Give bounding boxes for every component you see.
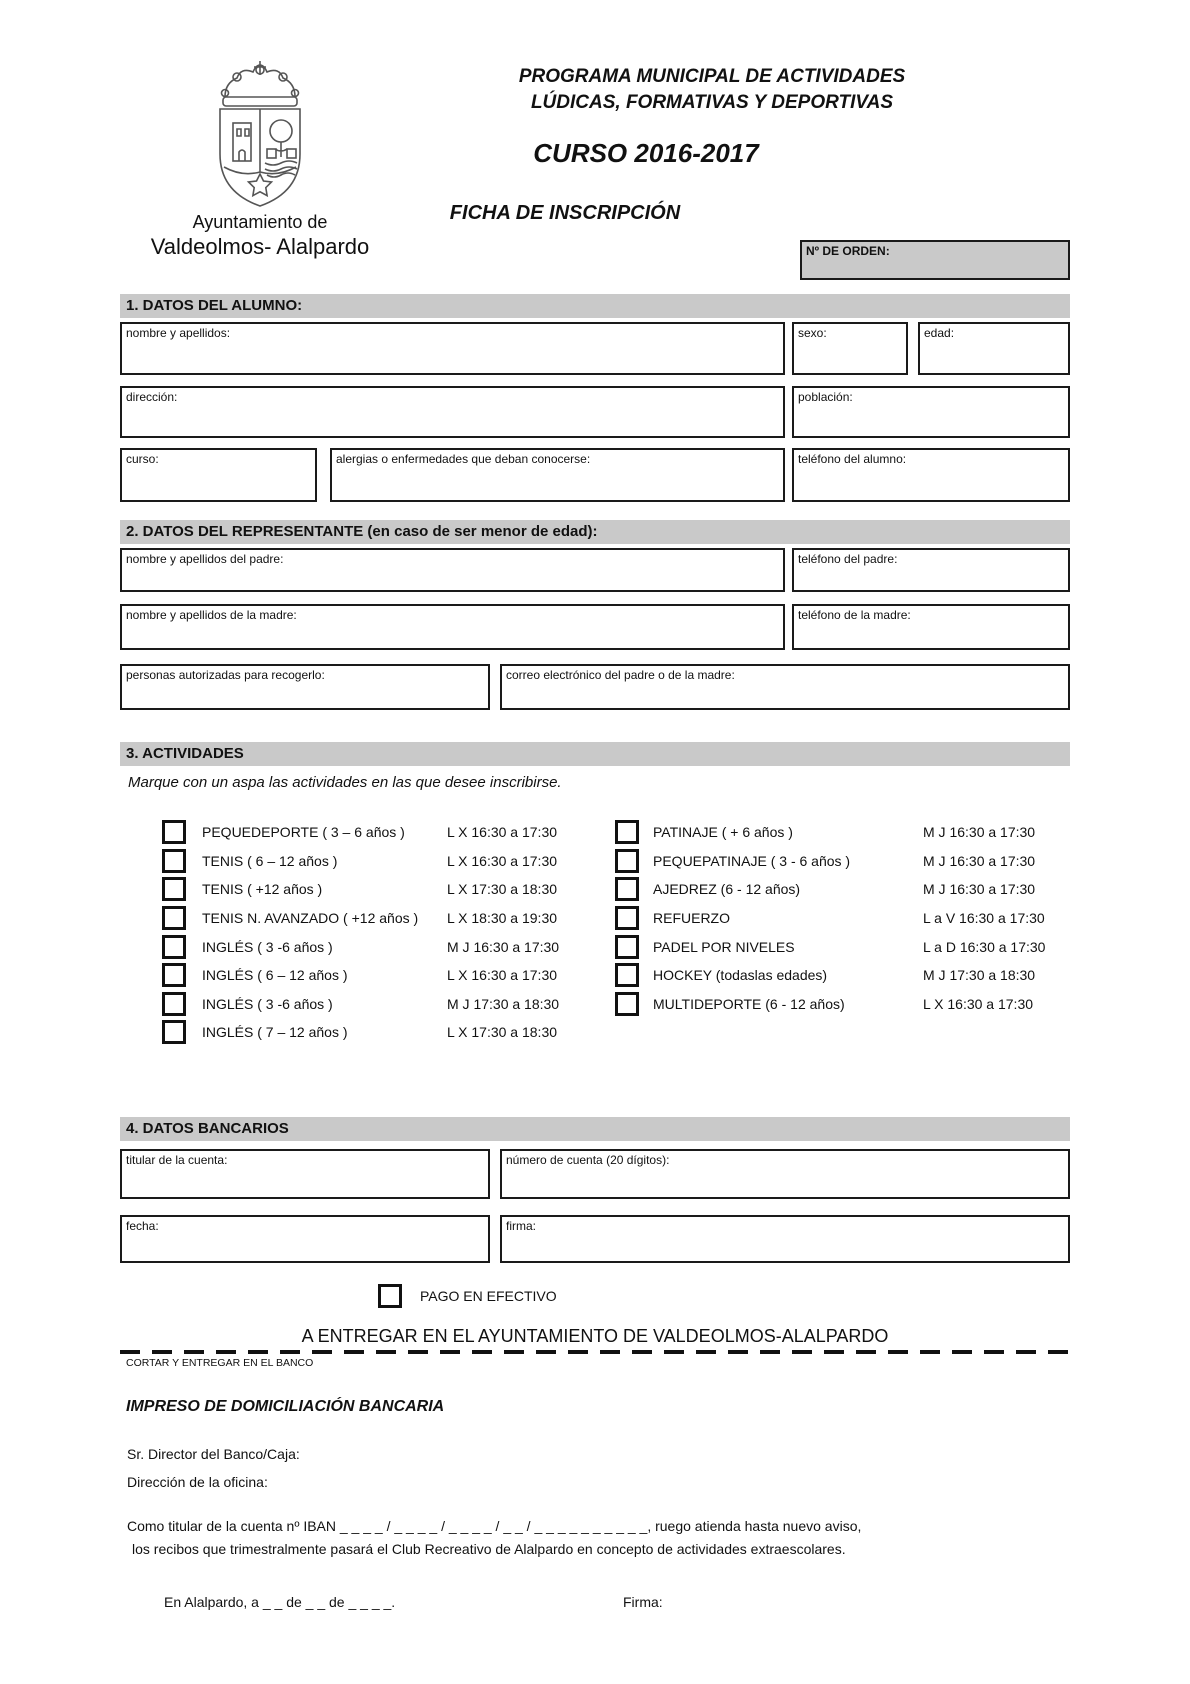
activity-label: INGLÉS ( 6 – 12 años ) bbox=[202, 967, 348, 983]
activity-label: REFUERZO bbox=[653, 910, 730, 926]
program-title-line1: PROGRAMA MUNICIPAL DE ACTIVIDADES bbox=[518, 66, 906, 87]
field-titular-cuenta[interactable] bbox=[120, 1149, 490, 1199]
activity-schedule: L X 16:30 a 17:30 bbox=[447, 853, 558, 869]
activity-schedule: M J 16:30 a 17:30 bbox=[447, 939, 560, 955]
field-label: titular de la cuenta: bbox=[126, 1153, 228, 1167]
section3-header: 3. ACTIVIDADES bbox=[120, 742, 1070, 766]
activity-label: PEQUEPATINAJE ( 3 - 6 años ) bbox=[653, 853, 851, 869]
activity-schedule: L X 16:30 a 17:30 bbox=[447, 967, 558, 983]
activity-row bbox=[150, 963, 630, 987]
activity-schedule: M J 16:30 a 17:30 bbox=[923, 824, 1036, 840]
activity-row bbox=[615, 820, 1075, 844]
field-curso[interactable] bbox=[120, 448, 317, 502]
activity-schedule: L X 18:30 a 19:30 bbox=[447, 910, 558, 926]
cash-payment-checkbox[interactable] bbox=[378, 1284, 402, 1308]
field-label: nombre y apellidos de la madre: bbox=[126, 608, 297, 622]
field-label: edad: bbox=[924, 326, 955, 340]
cut-line-label: CORTAR Y ENTREGAR EN EL BANCO bbox=[126, 1357, 314, 1369]
activities-instruction: Marque con un aspa las actividades en las que desee inscribirse. bbox=[128, 774, 562, 791]
field-label: teléfono del alumno: bbox=[798, 452, 907, 466]
activity-row bbox=[150, 820, 630, 844]
activity-label: PADEL POR NIVELES bbox=[653, 939, 795, 955]
field-label: nombre y apellidos del padre: bbox=[126, 552, 284, 566]
section4-header: 4. DATOS BANCARIOS bbox=[120, 1117, 1070, 1141]
activity-row bbox=[615, 877, 1075, 901]
activity-label: PEQUEDEPORTE ( 3 – 6 años ) bbox=[202, 824, 405, 840]
activity-row bbox=[150, 935, 630, 959]
field-label: curso: bbox=[126, 452, 159, 466]
program-title-line2: LÚDICAS, FORMATIVAS Y DEPORTIVAS bbox=[530, 92, 894, 113]
field-label: fecha: bbox=[126, 1219, 159, 1233]
activity-schedule: L a V 16:30 a 17:30 bbox=[923, 910, 1045, 926]
iban-line2: los recibos que trimestralmente pasará el Club Recreativo de Alalpardo en concepto de actividades extraescolares. bbox=[132, 1541, 846, 1557]
signature-label: Firma: bbox=[623, 1594, 663, 1610]
activity-checkbox[interactable] bbox=[162, 849, 186, 873]
field-label: correo electrónico del padre o de la madre: bbox=[506, 668, 735, 682]
field-label: número de cuenta (20 dígitos): bbox=[506, 1153, 670, 1167]
bank-director-line: Sr. Director del Banco/Caja: bbox=[127, 1446, 300, 1462]
order-number-box[interactable] bbox=[800, 240, 1070, 280]
iban-line1: Como titular de la cuenta nº IBAN _ _ _ _ / _ _ _ _ / _ _ _ _ / _ _ / _ _ _ _ _ _ _ _ _ _, ruego atienda hasta nuevo aviso, bbox=[127, 1518, 862, 1534]
field-telefono-alumno[interactable] bbox=[792, 448, 1070, 502]
field-label: nombre y apellidos: bbox=[126, 326, 231, 340]
section1-header: 1. DATOS DEL ALUMNO: bbox=[120, 294, 1070, 318]
activity-checkbox[interactable] bbox=[615, 849, 639, 873]
activity-schedule: M J 17:30 a 18:30 bbox=[923, 967, 1036, 983]
field-fecha[interactable] bbox=[120, 1215, 490, 1263]
activity-schedule: L X 16:30 a 17:30 bbox=[923, 996, 1034, 1012]
field-label: personas autorizadas para recogerlo: bbox=[126, 668, 325, 682]
section2-header: 2. DATOS DEL REPRESENTANTE (en caso de ser menor de edad): bbox=[120, 520, 1070, 544]
course-title: CURSO 2016-2017 bbox=[533, 138, 759, 168]
field-sexo[interactable] bbox=[792, 322, 908, 375]
field-firma[interactable] bbox=[500, 1215, 1070, 1263]
activity-label: HOCKEY (todaslas edades) bbox=[653, 967, 828, 983]
activity-row bbox=[615, 935, 1075, 959]
field-label: teléfono del padre: bbox=[798, 552, 898, 566]
activity-checkbox[interactable] bbox=[162, 820, 186, 844]
activity-row bbox=[615, 992, 1075, 1016]
activity-schedule: L X 17:30 a 18:30 bbox=[447, 881, 558, 897]
field-label: alergias o enfermedades que deban conocerse: bbox=[336, 452, 591, 466]
activity-checkbox[interactable] bbox=[615, 906, 639, 930]
activity-checkbox[interactable] bbox=[162, 1020, 186, 1044]
place-date-line: En Alalpardo, a _ _ de _ _ de _ _ _ _. bbox=[164, 1594, 396, 1610]
bank-form-title: IMPRESO DE DOMICILIACIÓN BANCARIA bbox=[126, 1398, 445, 1415]
activity-checkbox[interactable] bbox=[162, 992, 186, 1016]
activity-label: INGLÉS ( 3 -6 años ) bbox=[202, 939, 333, 955]
field-numero-cuenta[interactable] bbox=[500, 1149, 1070, 1199]
activity-schedule: L X 17:30 a 18:30 bbox=[447, 1024, 558, 1040]
activity-checkbox[interactable] bbox=[162, 877, 186, 901]
order-number-label: Nº DE ORDEN: bbox=[806, 244, 890, 258]
activity-checkbox[interactable] bbox=[615, 820, 639, 844]
field-telefono-padre[interactable] bbox=[792, 548, 1070, 592]
activity-schedule: L X 16:30 a 17:30 bbox=[447, 824, 558, 840]
activity-schedule: L a D 16:30 a 17:30 bbox=[923, 939, 1046, 955]
activity-row bbox=[615, 963, 1075, 987]
activity-checkbox[interactable] bbox=[162, 935, 186, 959]
cut-dashed-line bbox=[120, 1350, 1075, 1354]
activity-row bbox=[150, 849, 630, 873]
activity-schedule: M J 16:30 a 17:30 bbox=[923, 881, 1036, 897]
cash-payment-label: PAGO EN EFECTIVO bbox=[420, 1288, 557, 1304]
activity-label: PATINAJE ( + 6 años ) bbox=[653, 824, 793, 840]
activity-row bbox=[150, 992, 630, 1016]
activity-label: AJEDREZ (6 - 12 años) bbox=[653, 881, 801, 897]
field-label: firma: bbox=[506, 1219, 536, 1233]
field-nombre-apellidos[interactable] bbox=[120, 322, 785, 375]
field-poblacion[interactable] bbox=[792, 386, 1070, 438]
field-label: teléfono de la madre: bbox=[798, 608, 911, 622]
activity-row bbox=[615, 849, 1075, 873]
form-title: FICHA DE INSCRIPCIÓN bbox=[449, 202, 681, 224]
crest-icon bbox=[195, 58, 325, 210]
org-name-line1: Ayuntamiento de bbox=[192, 212, 328, 232]
activity-label: INGLÉS ( 3 -6 años ) bbox=[202, 996, 333, 1012]
field-label: sexo: bbox=[798, 326, 827, 340]
activity-checkbox[interactable] bbox=[615, 963, 639, 987]
field-alergias[interactable] bbox=[330, 448, 785, 502]
field-nombre-madre[interactable] bbox=[120, 604, 785, 650]
field-nombre-padre[interactable] bbox=[120, 548, 785, 592]
activity-checkbox[interactable] bbox=[615, 935, 639, 959]
org-name-line2: Valdeolmos- Alalpardo bbox=[150, 234, 370, 259]
activity-row bbox=[150, 1020, 630, 1044]
activity-label: MULTIDEPORTE (6 - 12 años) bbox=[653, 996, 845, 1012]
deliver-line: A ENTREGAR EN EL AYUNTAMIENTO DE VALDEOLMOS-ALALPARDO bbox=[301, 1326, 889, 1346]
activity-schedule: M J 16:30 a 17:30 bbox=[923, 853, 1036, 869]
activity-checkbox[interactable] bbox=[615, 992, 639, 1016]
office-address-line: Dirección de la oficina: bbox=[127, 1474, 268, 1490]
activity-checkbox[interactable] bbox=[162, 906, 186, 930]
activity-row bbox=[615, 906, 1075, 930]
activity-label: TENIS ( +12 años ) bbox=[202, 881, 323, 897]
field-label: población: bbox=[798, 390, 853, 404]
activity-schedule: M J 17:30 a 18:30 bbox=[447, 996, 560, 1012]
town-crest-logo bbox=[195, 58, 325, 210]
activity-label: TENIS N. AVANZADO ( +12 años ) bbox=[202, 910, 419, 926]
field-direccion[interactable] bbox=[120, 386, 785, 438]
activity-checkbox[interactable] bbox=[162, 963, 186, 987]
field-personas-autorizadas[interactable] bbox=[120, 664, 490, 710]
activity-row bbox=[150, 877, 630, 901]
field-correo-electronico[interactable] bbox=[500, 664, 1070, 710]
activity-label: TENIS ( 6 – 12 años ) bbox=[202, 853, 338, 869]
field-edad[interactable] bbox=[918, 322, 1070, 375]
activity-checkbox[interactable] bbox=[615, 877, 639, 901]
field-label: dirección: bbox=[126, 390, 178, 404]
field-telefono-madre[interactable] bbox=[792, 604, 1070, 650]
activity-label: INGLÉS ( 7 – 12 años ) bbox=[202, 1024, 348, 1040]
activity-row bbox=[150, 906, 630, 930]
